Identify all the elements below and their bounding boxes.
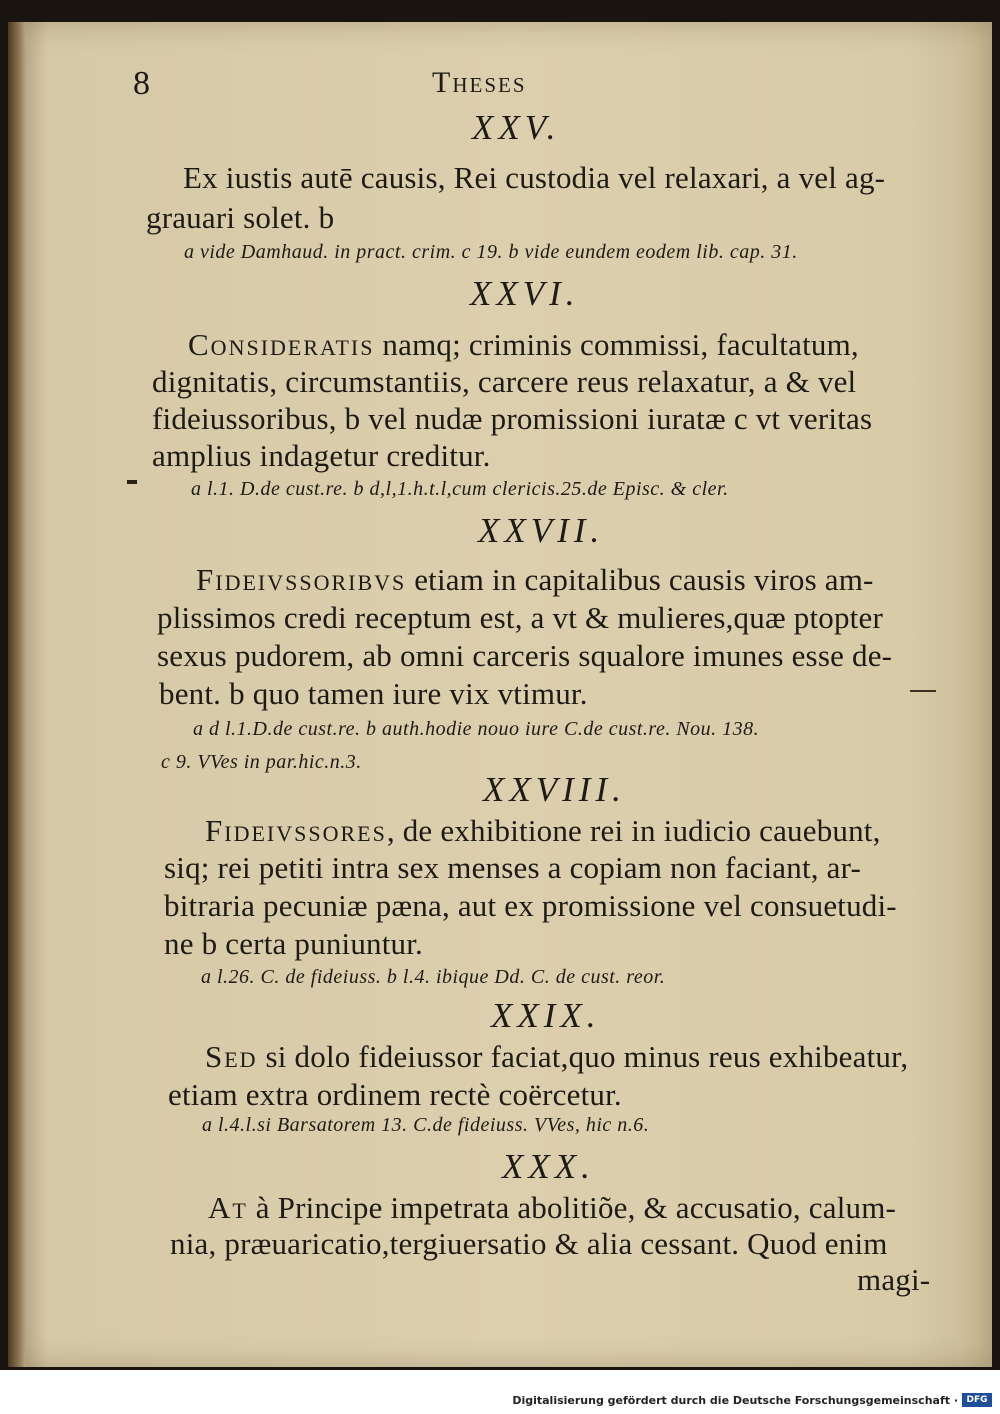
thesis-body-line: nia, præuaricatio,tergiuersatio & alia cessant. Quod enim bbox=[170, 1226, 888, 1261]
thesis-body-line: dignitatis, circumstantiis, carcere reus relaxatur, a & vel bbox=[152, 364, 857, 399]
lead-caps: Sed bbox=[205, 1039, 258, 1074]
footnote-line: a l.1. D.de cust.re. b d,l,1.h.t.l,cum clericis.25.de Episc. & cler. bbox=[191, 478, 729, 500]
thesis-body-line: Fideivssores, de exhibitione rei in iudicio cauebunt, bbox=[205, 813, 881, 848]
lead-caps: At bbox=[208, 1190, 248, 1225]
thesis-body-line: plissimos credi receptum est, a vt & mulieres,quæ ptopter bbox=[157, 600, 883, 635]
thesis-body-line: Ex iustis autē causis, Rei custodia vel relaxari, a vel ag- bbox=[183, 160, 886, 195]
thesis-body-line: sexus pudorem, ab omni carceris squalore imunes esse de- bbox=[157, 638, 893, 673]
thesis-body-line: etiam extra ordinem rectè coërcetur. bbox=[168, 1077, 622, 1112]
footnote-line: c 9. VVes in par.hic.n.3. bbox=[161, 751, 362, 773]
thesis-body-line: At à Principe impetrata abolitiõe, & accusatio, calum- bbox=[208, 1190, 897, 1225]
thesis-body-line: Consideratis namq; criminis commissi, facultatum, bbox=[188, 327, 859, 362]
footnote-line: a d l.1.D.de cust.re. b auth.hodie nouo iure C.de cust.re. Nou. 138. bbox=[193, 718, 760, 740]
thesis-body-line: bitraria pecuniæ pæna, aut ex promissione vel consuetudi- bbox=[164, 888, 897, 923]
thesis-heading: XXVII. bbox=[478, 511, 605, 550]
thesis-body-line: siq; rei petiti intra sex menses a copiam non faciant, ar- bbox=[164, 850, 862, 885]
catchword: magi- bbox=[857, 1262, 931, 1297]
footnote-line: a vide Damhaud. in pract. crim. c 19. b vide eundem eodem lib. cap. 31. bbox=[184, 241, 798, 263]
thesis-body-line: bent. b quo tamen iure vix vtimur. bbox=[159, 676, 588, 711]
book-binding-edge bbox=[8, 22, 26, 1367]
dfg-logo: DFG bbox=[962, 1393, 992, 1407]
thesis-body-line: amplius indagetur creditur. bbox=[152, 438, 491, 473]
thesis-heading: XXX. bbox=[502, 1147, 595, 1186]
page-number: 8 bbox=[133, 65, 150, 102]
lead-caps: Fideivssoribvs bbox=[196, 562, 407, 597]
footnote-line: a l.26. C. de fideiuss. b l.4. ibique Dd. C. de cust. reor. bbox=[201, 966, 666, 988]
ink-stroke bbox=[910, 690, 936, 692]
ink-mark bbox=[127, 480, 137, 484]
thesis-body-line: fideiussoribus, b vel nudæ promissioni iuratæ c vt veritas bbox=[152, 401, 873, 436]
thesis-body-line: Sed si dolo fideiussor faciat,quo minus reus exhibeatur, bbox=[205, 1039, 909, 1074]
thesis-heading: XXVI. bbox=[470, 274, 580, 313]
thesis-heading: XXIX. bbox=[491, 996, 601, 1035]
thesis-body-line: ne b certa puniuntur. bbox=[164, 926, 424, 961]
digitization-credit: Digitalisierung gefördert durch die Deutsche Forschungsgemeinschaft · bbox=[512, 1394, 958, 1407]
lead-caps: Fideivssores bbox=[205, 813, 387, 848]
lead-caps: Consideratis bbox=[188, 327, 375, 362]
thesis-body-line: Fideivssoribvs etiam in capitalibus causis viros am- bbox=[196, 562, 874, 597]
footnote-line: a l.4.l.si Barsatorem 13. C.de fideiuss. VVes, hic n.6. bbox=[202, 1114, 650, 1136]
thesis-body-line: grauari solet. b bbox=[146, 200, 335, 235]
thesis-heading: XXVIII. bbox=[483, 770, 626, 809]
running-head: Theses bbox=[432, 66, 527, 99]
thesis-heading: XXV. bbox=[472, 108, 561, 147]
